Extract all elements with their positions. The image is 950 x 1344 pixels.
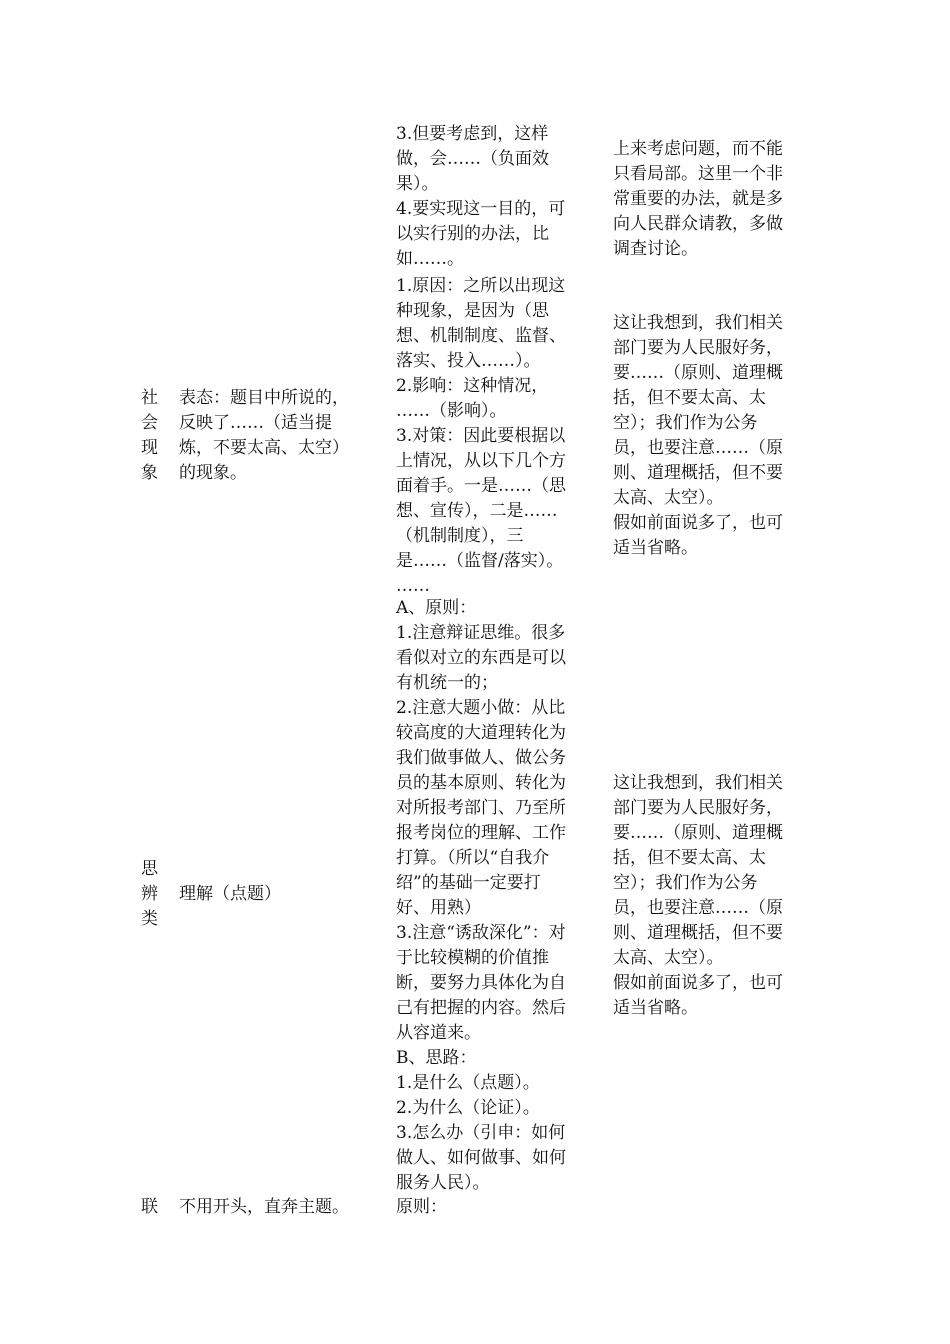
category-label-char: 辨 xyxy=(141,884,158,904)
conclusion-text-line: 部门要为人民服好务， xyxy=(613,798,783,818)
conclusion-text-line: 向人民群众请教，多做 xyxy=(613,214,783,234)
body-text-line: 想、宣传），二是…… xyxy=(396,501,558,521)
body-text-line: 于比较模糊的价值推 xyxy=(396,948,549,968)
conclusion-text-line: 则、道理概括，但不要 xyxy=(613,923,783,943)
body-text-line: 2.注意大题小做：从比 xyxy=(396,698,566,718)
body-text-line: 原则： xyxy=(396,1197,447,1217)
conclusion-text-line: 要……（原则、道理概 xyxy=(613,363,783,383)
body-text-line: B、思路： xyxy=(396,1048,477,1068)
conclusion-text-line: 括，但不要太高、太 xyxy=(613,848,766,868)
body-text-line: 1.是什么（点题）。 xyxy=(396,1073,540,1093)
conclusion-text-line: 假如前面说多了，也可 xyxy=(613,513,783,533)
conclusion-text-line: 太高、太空）。 xyxy=(613,488,724,508)
body-text-line: 对所报考部门、乃至所 xyxy=(396,798,566,818)
conclusion-text-line: 适当省略。 xyxy=(613,538,698,558)
category-label-char: 类 xyxy=(141,909,158,929)
body-text-line: 如……。 xyxy=(396,249,464,269)
body-text-line: （机制制度），三 xyxy=(396,526,524,546)
category-label-char: 联 xyxy=(141,1197,158,1217)
body-text-line: A、原则： xyxy=(396,598,477,618)
category-label-char: 思 xyxy=(141,859,158,879)
body-text-line: 2.影响：这种情况， xyxy=(396,376,549,396)
stance-text-line: 炼，不要太高、太空） xyxy=(179,438,349,458)
body-text-line: 断，要努力具体化为自 xyxy=(396,973,566,993)
body-text-line: 好、用熟） xyxy=(396,898,481,918)
category-label-char: 社 xyxy=(141,388,158,408)
body-text-line: 服务人民）。 xyxy=(396,1173,490,1193)
conclusion-text-line: 这让我想到，我们相关 xyxy=(613,773,783,793)
stance-text-line: 不用开头，直奔主题。 xyxy=(179,1197,349,1217)
body-text-line: 3.注意“诱敌深化”：对 xyxy=(396,923,566,943)
body-text-line: 1.注意辩证思维。很多 xyxy=(396,623,566,643)
body-text-line: 有机统一的； xyxy=(396,673,498,693)
body-text-line: 3.对策：因此要根据以 xyxy=(396,426,566,446)
conclusion-text-line: 员，也要注意……（原 xyxy=(613,898,783,918)
conclusion-text-line: 空）；我们作为公务 xyxy=(613,873,758,893)
body-text-line: 1.原因：之所以出现这 xyxy=(396,276,566,296)
conclusion-text-line: 空）；我们作为公务 xyxy=(613,413,758,433)
body-text-line: 报考岗位的理解、工作 xyxy=(396,823,566,843)
conclusion-text-line: 括，但不要太高、太 xyxy=(613,388,766,408)
conclusion-text-line: 常重要的办法，就是多 xyxy=(613,189,783,209)
body-text-line: 3.怎么办（引申：如何 xyxy=(396,1123,566,1143)
conclusion-text-line: 太高、太空）。 xyxy=(613,948,724,968)
body-text-line: 从容道来。 xyxy=(396,1023,481,1043)
conclusion-text-line: 员，也要注意……（原 xyxy=(613,438,783,458)
body-text-line: …… xyxy=(396,576,430,596)
stance-text-line: 反映了……（适当提 xyxy=(179,413,332,433)
body-text-line: ……（影响）。 xyxy=(396,401,507,421)
body-text-line: 面着手。一是……（思 xyxy=(396,476,566,496)
conclusion-text-line: 上来考虑问题，而不能 xyxy=(613,139,783,159)
conclusion-text-line: 调查讨论。 xyxy=(613,239,698,259)
conclusion-text-line: 只看局部。这里一个非 xyxy=(613,164,783,184)
body-text-line: 4.要实现这一目的，可 xyxy=(396,199,566,219)
body-text-line: 己有把握的内容。然后 xyxy=(396,998,566,1018)
category-label-char: 象 xyxy=(141,463,158,483)
body-text-line: 3.但要考虑到，这样 xyxy=(396,124,549,144)
stance-text-line: 理解（点题） xyxy=(179,884,281,904)
body-text-line: 员的基本原则、转化为 xyxy=(396,773,566,793)
body-text-line: 看似对立的东西是可以 xyxy=(396,648,566,668)
body-text-line: 做，会……（负面效 xyxy=(396,149,549,169)
conclusion-text-line: 要……（原则、道理概 xyxy=(613,823,783,843)
conclusion-text-line: 则、道理概括，但不要 xyxy=(613,463,783,483)
body-text-line: 是……（监督/落实）。 xyxy=(396,551,564,571)
conclusion-text-line: 适当省略。 xyxy=(613,998,698,1018)
body-text-line: 2.为什么（论证）。 xyxy=(396,1098,540,1118)
conclusion-text-line: 假如前面说多了，也可 xyxy=(613,973,783,993)
category-label-char: 会 xyxy=(141,413,158,433)
body-text-line: 打算。（所以“自我介 xyxy=(396,848,550,868)
conclusion-text-line: 部门要为人民服好务， xyxy=(613,338,783,358)
body-text-line: 果）。 xyxy=(396,174,439,194)
body-text-line: 上情况，从以下几个方 xyxy=(396,451,566,471)
stance-text-line: 的现象。 xyxy=(179,463,247,483)
body-text-line: 做人、如何做事、如何 xyxy=(396,1148,566,1168)
body-text-line: 落实、投入……）。 xyxy=(396,351,541,371)
body-text-line: 较高度的大道理转化为 xyxy=(396,723,566,743)
category-label-char: 现 xyxy=(141,438,158,458)
body-text-line: 想、机制制度、监督、 xyxy=(396,326,566,346)
stance-text-line: 表态：题目中所说的， xyxy=(179,388,349,408)
conclusion-text-line: 这让我想到，我们相关 xyxy=(613,313,783,333)
body-text-line: 绍”的基础一定要打 xyxy=(396,873,541,893)
body-text-line: 以实行别的办法，比 xyxy=(396,224,549,244)
body-text-line: 种现象，是因为（思 xyxy=(396,301,549,321)
body-text-line: 我们做事做人、做公务 xyxy=(396,748,566,768)
